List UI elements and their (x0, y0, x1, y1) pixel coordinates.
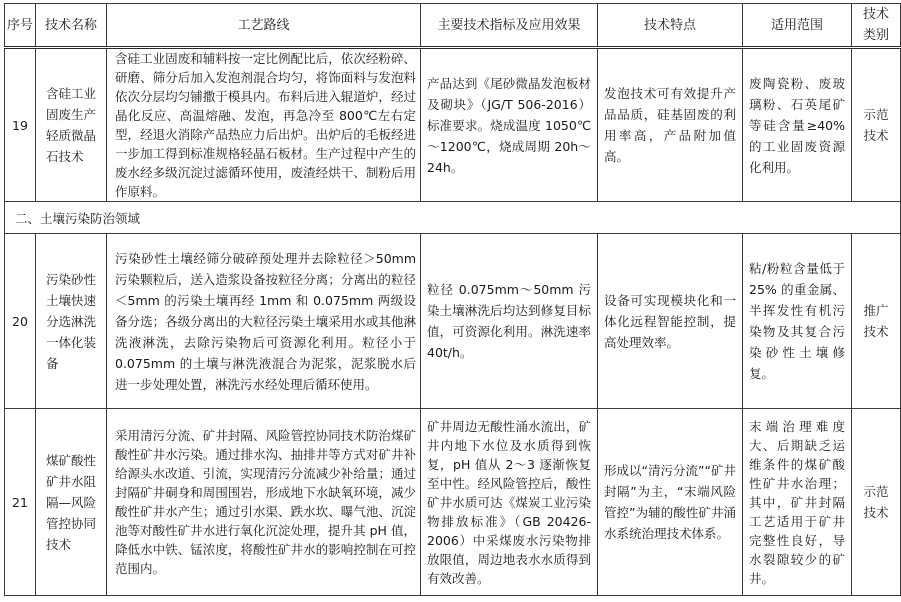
application-scope: 粘/粉粒含量低于 25% 的重金属、半挥发性有机污染物及其复合污染砂性土壤修复。 (743, 234, 852, 409)
technical-features: 发泡技术可有效提升产品品质，硅基固废的利用率高，产品附加值高。 (598, 48, 743, 202)
technical-features: 设备可实现模块化和一体化远程智能控制，提高处理效率。 (598, 234, 743, 409)
header-num: 序号 (5, 4, 36, 48)
indicators-effects: 粒径 0.075mm～50mm 污染土壤淋洗后均达到修复目标值，可资源化利用。淋洗速率 40t/h。 (421, 234, 598, 409)
technical-features: 形成以“清污分流”“矿井封隔”为主，“末端风险管控”为辅的酸性矿井涌水系统治理技术体系。 (598, 409, 743, 596)
technology-table (4, 3, 901, 596)
technology-type: 推广技术 (852, 234, 901, 409)
technology-name: 含硅工业固废生产轻质微晶石技术 (36, 48, 107, 202)
row-number: 21 (5, 409, 36, 596)
table-row-21 (5, 409, 901, 596)
row-number: 19 (5, 48, 36, 202)
technology-type: 示范技术 (852, 409, 901, 596)
header-route: 工艺路线 (107, 4, 421, 48)
application-scope: 废陶瓷粉、废玻璃粉、石英尾矿等硅含量≥40%的工业固废资源化利用。 (743, 48, 852, 202)
header-type: 技术类别 (852, 4, 901, 48)
section-title: 二、土壤污染防治领域 (5, 202, 901, 234)
table-row-19 (5, 48, 901, 202)
application-scope: 末端治理难度大、后期缺乏运维条件的煤矿酸性矿井水治理；其中，矿井封隔工艺适用于矿井完整性良好，导水裂隙较少的矿井。 (743, 409, 852, 596)
row-number: 20 (5, 234, 36, 409)
header-scope: 适用范围 (743, 4, 852, 48)
process-route: 污染砂性土壤经筛分破碎预处理并去除粒径＞50mm 污染颗粒后，送入造浆设备按粒径分离；分离出的粒径＜5mm 的污染土壤再经 1mm 和 0.075mm 两级设备分选；各级分离出的大粒径污染土壤采用水或其他淋洗液淋洗，去除污染物后可资源化利用。粒径小于 0.075mm 的土壤与淋洗液混合为泥浆，泥浆脱水后进一步处理处置，淋洗污水经处理后循环使用。 (107, 234, 421, 409)
process-route: 采用清污分流、矿井封隔、风险管控协同技术防治煤矿酸性矿井水污染。通过排水沟、抽排井等方式对矿井补给源头水改道、引流，实现清污分流减少补给量；通过封隔矿井硐身和周围围岩，形成地下水缺氧环境，减少酸性矿井水产生；通过引水渠、跌水坎、曝气池、沉淀池等对酸性矿井水进行氧化沉淀处理，提升其 pH 值，降低水中铁、锰浓度，将酸性矿井水的影响控制在可控范围内。 (107, 409, 421, 596)
header-name: 技术名称 (36, 4, 107, 48)
technology-name: 污染砂性土壤快速分选淋洗一体化装备 (36, 234, 107, 409)
section-row (5, 202, 901, 234)
indicators-effects: 矿井周边无酸性涌水流出，矿井内地下水位及水质得到恢复，pH 值从 2～3 逐渐恢复至中性。经风险管控后，酸性矿井水质可达《煤炭工业污染物排放标准》（GB 20426-2006）中采煤废水污染物排放限值，周边地表水水质得到有效改善。 (421, 409, 598, 596)
technology-name: 煤矿酸性矿井水阻隔—风险管控协同技术 (36, 409, 107, 596)
indicators-effects: 产品达到《尾砂微晶发泡板材及砌块》（JG/T 506-2016）标准要求。烧成温度 1050℃～1200℃，烧成周期 20h～24h。 (421, 48, 598, 202)
process-route: 含硅工业固废和辅料按一定比例配比后，依次经粉碎、研磨、筛分后加入发泡剂混合均匀，将饰面料与发泡料依次分层均匀铺撒于模具内。布料后进入辊道炉，经过晶化反应、高温熔融、发泡，再急冷至 800℃左右定型，经退火消除产品热应力后出炉。出炉后的毛板经进一步加工得到标准规格轻晶石板材。生产过程中产生的废水经多级沉淀过滤循环使用，废渣经烘干、制粉后用作原料。 (107, 48, 421, 202)
technology-type: 示范技术 (852, 48, 901, 202)
header-indicators: 主要技术指标及应用效果 (421, 4, 598, 48)
table-row-20 (5, 234, 901, 409)
header-features: 技术特点 (598, 4, 743, 48)
header-row (5, 4, 901, 48)
